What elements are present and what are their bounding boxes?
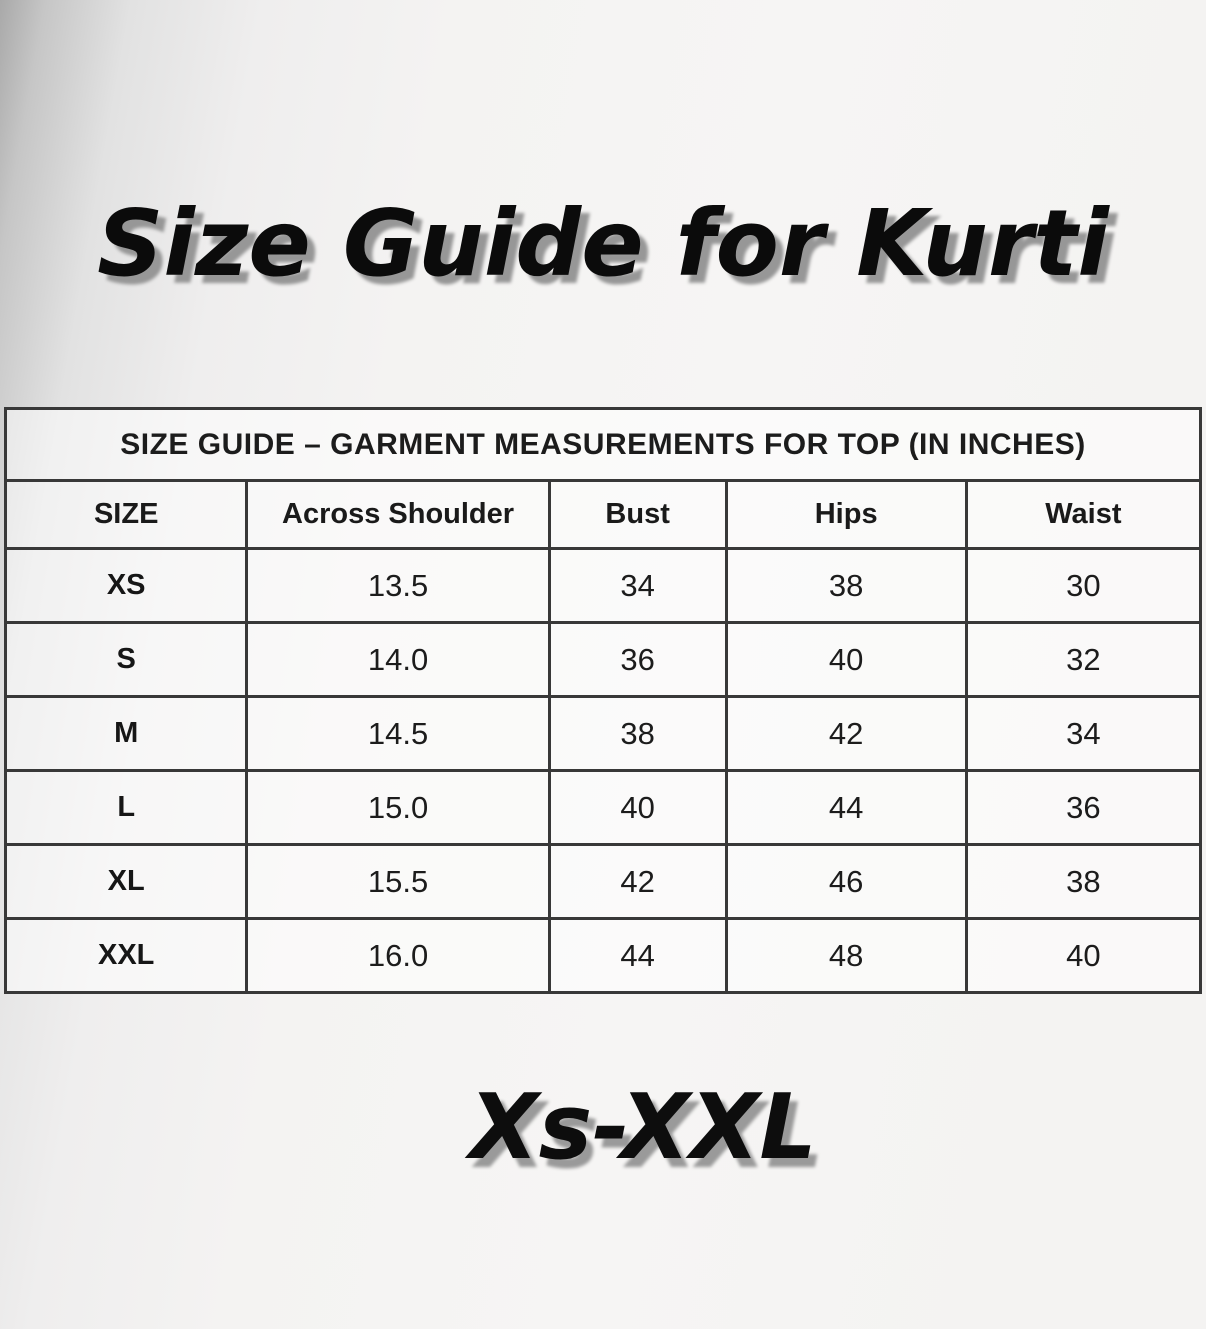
column-header-hips: Hips	[726, 481, 966, 549]
table-row-l	[6, 771, 1201, 845]
bust-cell: 36	[549, 623, 726, 697]
hips-cell: 44	[726, 771, 966, 845]
bust-cell: 40	[549, 771, 726, 845]
across-shoulder-cell: 15.5	[247, 845, 549, 919]
across-shoulder-cell: 14.5	[247, 697, 549, 771]
across-shoulder-cell: 16.0	[247, 919, 549, 993]
bust-cell: 44	[549, 919, 726, 993]
waist-cell: 30	[966, 549, 1200, 623]
waist-cell: 38	[966, 845, 1200, 919]
hips-cell: 46	[726, 845, 966, 919]
table-caption: SIZE GUIDE – GARMENT MEASUREMENTS FOR TOP (IN INCHES)	[6, 409, 1201, 481]
size-cell: S	[6, 623, 247, 697]
table-caption-row	[6, 409, 1201, 481]
hips-cell: 42	[726, 697, 966, 771]
column-header-across-shoulder: Across Shoulder	[247, 481, 549, 549]
page-title: Size Guide for Kurti	[97, 190, 1109, 297]
size-cell: XS	[6, 549, 247, 623]
hips-cell: 48	[726, 919, 966, 993]
size-guide-table	[4, 407, 1202, 994]
column-header-size: SIZE	[6, 481, 247, 549]
table-row-xs	[6, 549, 1201, 623]
column-header-bust: Bust	[549, 481, 726, 549]
waist-cell: 32	[966, 623, 1200, 697]
table-row-xl	[6, 845, 1201, 919]
waist-cell: 34	[966, 697, 1200, 771]
size-cell: L	[6, 771, 247, 845]
hips-cell: 38	[726, 549, 966, 623]
hips-cell: 40	[726, 623, 966, 697]
size-cell: XL	[6, 845, 247, 919]
table-row-m	[6, 697, 1201, 771]
bust-cell: 42	[549, 845, 726, 919]
table-row-s	[6, 623, 1201, 697]
column-header-waist: Waist	[966, 481, 1200, 549]
across-shoulder-cell: 14.0	[247, 623, 549, 697]
table-row-xxl	[6, 919, 1201, 993]
bust-cell: 34	[549, 549, 726, 623]
across-shoulder-cell: 13.5	[247, 549, 549, 623]
across-shoulder-cell: 15.0	[247, 771, 549, 845]
size-cell: M	[6, 697, 247, 771]
bust-cell: 38	[549, 697, 726, 771]
size-range-label: Xs-XXL	[469, 1075, 817, 1180]
size-cell: XXL	[6, 919, 247, 993]
waist-cell: 40	[966, 919, 1200, 993]
waist-cell: 36	[966, 771, 1200, 845]
table-header-row	[6, 481, 1201, 549]
